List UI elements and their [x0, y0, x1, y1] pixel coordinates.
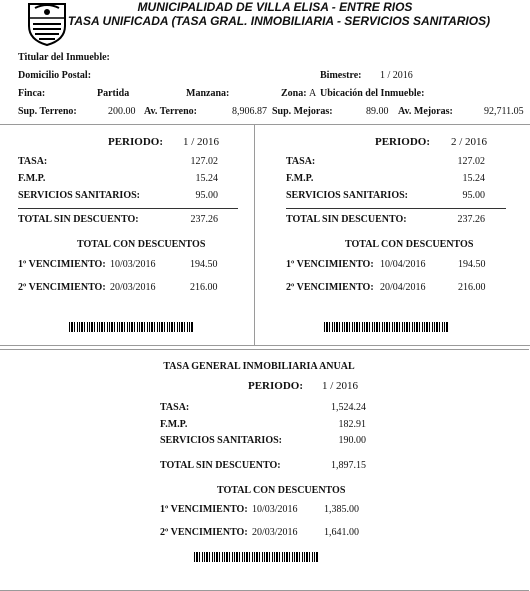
left-venc2-date: 20/03/2016 [110, 282, 156, 293]
left-periodo-value: 1 / 2016 [183, 136, 220, 148]
right-servicios-label: SERVICIOS SANITARIOS: [286, 190, 408, 201]
right-venc2-amount: 216.00 [458, 282, 486, 293]
right-venc2-label: 2º VENCIMIENTO: [286, 282, 374, 293]
left-periodo-label: PERIODO: [108, 136, 163, 148]
left-tasa-value: 127.02 [190, 156, 218, 167]
right-periodo-label: PERIODO: [375, 136, 430, 148]
left-tasa-label: TASA: [18, 156, 48, 167]
tax-title: TASA UNIFICADA (TASA GRAL. INMOBILIARIA - SERVICIOS SANITARIOS) [67, 14, 491, 28]
left-venc1-label: 1º VENCIMIENTO: [18, 259, 106, 270]
annual-barcode [194, 552, 318, 562]
av-terreno-label: Av. Terreno: [144, 106, 197, 117]
left-fmp-value: 15.24 [195, 173, 218, 184]
annual-periodo-label: PERIODO: [248, 380, 303, 392]
left-barcode [69, 322, 194, 332]
left-venc2-amount: 216.00 [190, 282, 218, 293]
manzana-label: Manzana: [186, 88, 230, 99]
annual-servicios-value: 190.00 [338, 435, 366, 446]
left-total-sin-value: 237.26 [190, 214, 218, 225]
left-total-sin-label: TOTAL SIN DESCUENTO: [18, 214, 139, 225]
bimestre-label: Bimestre: [320, 70, 362, 81]
right-venc1-date: 10/04/2016 [380, 259, 426, 270]
left-venc1-amount: 194.50 [190, 259, 218, 270]
annual-venc1-label: 1º VENCIMIENTO: [160, 504, 248, 515]
titular-label: Titular del Inmueble: [18, 52, 110, 63]
sup-terreno-value: 200.00 [108, 106, 136, 117]
annual-venc1-amount: 1,385.00 [324, 504, 359, 515]
annual-tasa-value: 1,524.24 [331, 402, 366, 413]
right-tasa-label: TASA: [286, 156, 316, 167]
annual-total-con-heading: TOTAL CON DESCUENTOS [217, 485, 346, 496]
zona-label: Zona: [281, 88, 307, 99]
left-total-con-heading: TOTAL CON DESCUENTOS [77, 239, 206, 250]
right-total-sin-value: 237.26 [457, 214, 485, 225]
left-fmp-label: F.M.P. [18, 173, 46, 184]
annual-periodo-value: 1 / 2016 [322, 380, 359, 392]
sup-mejoras-value: 89.00 [366, 106, 389, 117]
ubicacion-label: Ubicación del Inmueble: [320, 88, 425, 99]
annual-title: TASA GENERAL INMOBILIARIA ANUAL [163, 361, 355, 372]
annual-total-sin-value: 1,897.15 [331, 460, 366, 471]
right-fmp-label: F.M.P. [286, 173, 314, 184]
finca-label: Finca: [18, 88, 46, 99]
bimestre-value: 1 / 2016 [380, 70, 413, 81]
partida-label: Partida [97, 88, 130, 99]
av-mejoras-label: Av. Mejoras: [398, 106, 453, 117]
right-total-sin-label: TOTAL SIN DESCUENTO: [286, 214, 407, 225]
annual-tasa-label: TASA: [160, 402, 190, 413]
annual-venc2-label: 2º VENCIMIENTO: [160, 527, 248, 538]
right-total-con-heading: TOTAL CON DESCUENTOS [345, 239, 474, 250]
annual-servicios-label: SERVICIOS SANITARIOS: [160, 435, 282, 446]
right-barcode [324, 322, 449, 332]
left-subtotal-rule [18, 208, 238, 209]
av-mejoras-value: 92,711.05 [484, 106, 524, 117]
municipal-crest-logo [25, 0, 69, 46]
left-servicios-label: SERVICIOS SANITARIOS: [18, 190, 140, 201]
sup-terreno-label: Sup. Terreno: [18, 106, 77, 117]
right-venc1-amount: 194.50 [458, 259, 486, 270]
domicilio-label: Domicilio Postal: [18, 70, 92, 81]
av-terreno-value: 8,906.87 [232, 106, 267, 117]
left-venc1-date: 10/03/2016 [110, 259, 156, 270]
sup-mejoras-label: Sup. Mejoras: [272, 106, 333, 117]
right-tasa-value: 127.02 [457, 156, 485, 167]
annual-venc1-date: 10/03/2016 [252, 504, 298, 515]
left-servicios-value: 95.00 [195, 190, 218, 201]
annual-total-sin-label: TOTAL SIN DESCUENTO: [160, 460, 281, 471]
right-subtotal-rule [286, 208, 506, 209]
zona-value: A [309, 88, 317, 99]
annual-fmp-value: 182.91 [338, 419, 366, 430]
right-fmp-value: 15.24 [462, 173, 485, 184]
right-periodo-value: 2 / 2016 [451, 136, 488, 148]
annual-venc2-amount: 1,641.00 [324, 527, 359, 538]
annual-fmp-label: F.M.P. [160, 419, 188, 430]
municipality-title: MUNICIPALIDAD DE VILLA ELISA - ENTRE RIOS [137, 0, 413, 14]
annual-venc2-date: 20/03/2016 [252, 527, 298, 538]
left-venc2-label: 2º VENCIMIENTO: [18, 282, 106, 293]
right-servicios-value: 95.00 [462, 190, 485, 201]
right-venc1-label: 1º VENCIMIENTO: [286, 259, 374, 270]
right-venc2-date: 20/04/2016 [380, 282, 426, 293]
